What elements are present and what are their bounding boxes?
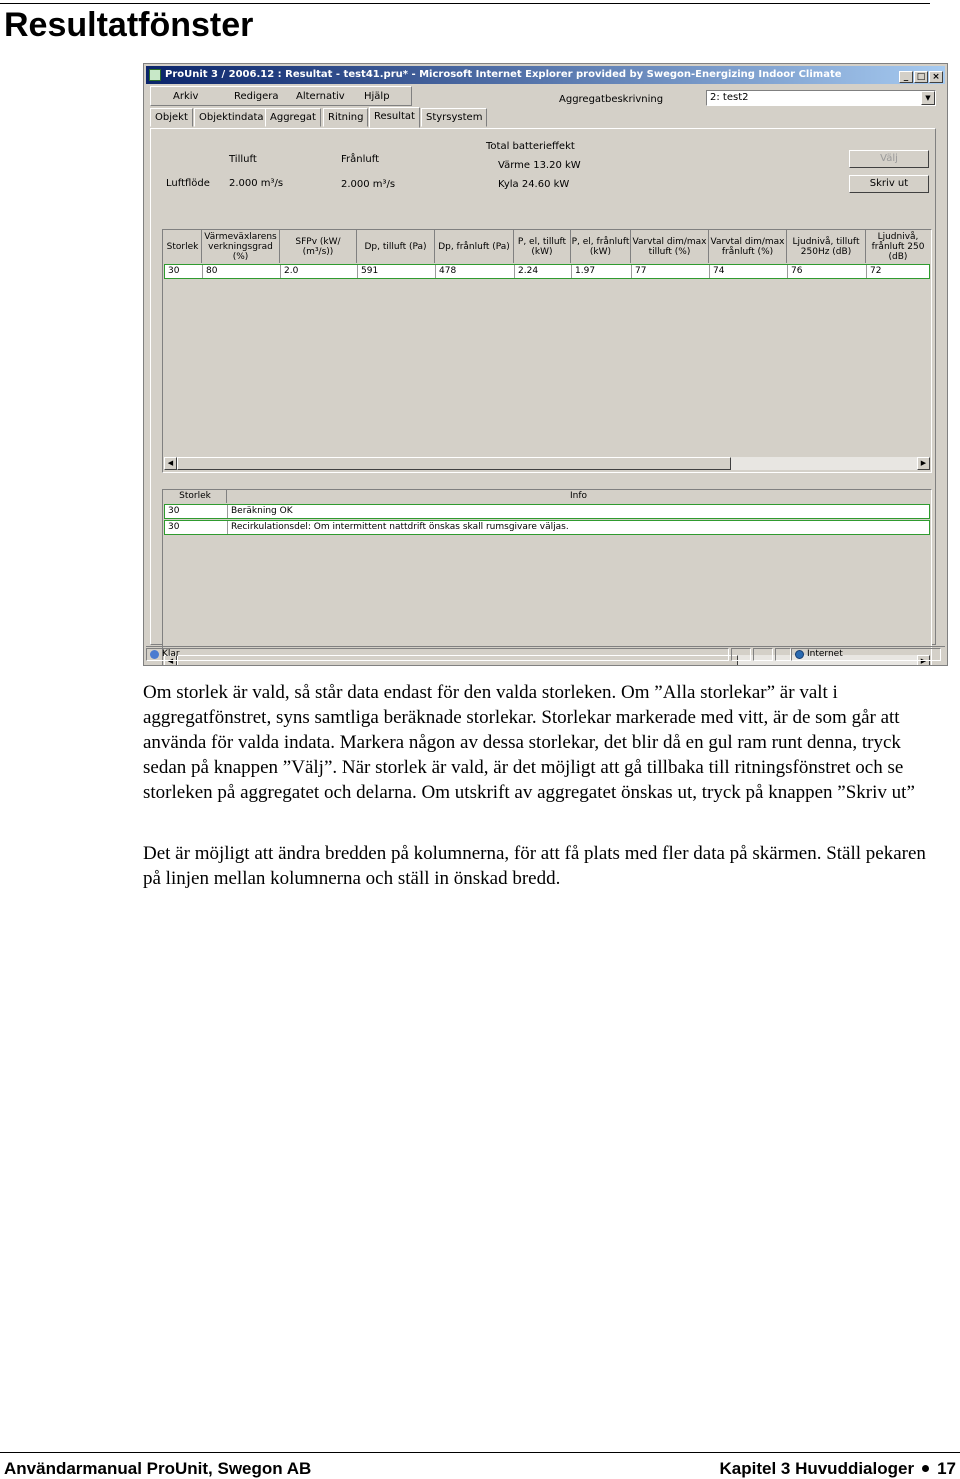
info-grid-header [164,490,930,503]
col-header[interactable]: SFPv (kW/ (m³/s)) [280,230,357,263]
aggregat-select-value: 2: test2 [710,92,749,103]
col-header[interactable]: Varvtal dim/max tilluft (%) [631,230,709,263]
table-row[interactable] [164,520,930,535]
col-header[interactable]: Ljudnivå, tilluft 250Hz (dB) [787,230,866,263]
tab-styrsystem[interactable]: Styrsystem [421,108,487,127]
aggregat-select[interactable] [706,90,936,106]
table-cell: 74 [710,265,788,278]
footer-chapter-title: Kapitel 3 Huvuddialoger [719,1459,915,1478]
footer-manual-title: Användarmanual ProUnit, Swegon AB [4,1459,312,1478]
table-cell: 30 [165,505,228,518]
globe-icon [795,650,804,659]
tab-aggregat[interactable]: Aggregat [265,108,321,127]
info-grid [162,489,932,666]
window-titlebar [146,66,945,84]
minimize-icon[interactable]: _ [899,71,913,83]
status-text: Klar [162,649,180,659]
menu-redigera[interactable]: Redigera [234,91,279,102]
table-cell: 1.97 [572,265,632,278]
tilluft-label: Tilluft [229,154,257,165]
body-paragraph-2: Det är möjligt att ändra bredden på kolumnerna, för att få plats med fler data på skärmen. Ställ pekaren på linjen mellan kolumnerna och ställ in önskad bredd. [143,843,926,889]
col-header[interactable]: Värmeväxlarens verkningsgrad (%) [202,230,280,263]
franluft-value: 2.000 m³/s [341,179,396,190]
scroll-right-icon[interactable]: ▶ [917,655,930,666]
close-icon[interactable]: × [929,71,943,83]
scroll-left-icon[interactable]: ◀ [164,655,177,666]
table-cell: 2.24 [515,265,572,278]
table-cell: 77 [632,265,710,278]
col-header[interactable]: P, el, frånluft (kW) [571,230,631,263]
footer-chapter [719,1459,956,1479]
tab-objektindata[interactable]: Objektindata [194,108,269,127]
col-header[interactable]: Dp, frånluft (Pa) [435,230,514,263]
body-paragraph-1: Om storlek är vald, så står data endast för den valda storleken. Om ”Alla storlekar” är valt i aggregatfönstret, syns samtliga beräknade storlekar. Storlekar markerade med vitt, är de som går att använda för valda indata. Markera någon av dessa storlekar, det blir då en gul ram runt denna, tryck sedan på knappen ”Välj”. När storlek är vald, är det möjligt att gå tillbaka till ritningsfönstret och se storleken på aggregatet och delarna. Om utskrift av aggregatet önskas ut, tryck på knappen ”Skriv ut” [143,682,915,803]
app-icon [149,69,161,81]
table-row[interactable] [164,504,930,519]
tilluft-value: 2.000 m³/s [229,178,284,189]
scroll-right-icon[interactable]: ▶ [917,457,930,470]
table-cell: 591 [358,265,436,278]
tab-resultat[interactable]: Resultat [369,107,420,128]
chevron-down-icon[interactable]: ▼ [921,91,935,105]
table-cell: Recirkulationsdel: Om intermittent nattdrift önskas skall rumsgivare väljas. [231,522,569,532]
screenshot-window [143,63,948,666]
aggregat-label: Aggregatbeskrivning [559,94,664,105]
tab-objekt[interactable]: Objekt [150,108,193,127]
menubar [150,86,412,106]
table-cell: 30 [165,265,203,278]
col-header[interactable]: Storlek [164,490,227,503]
col-header[interactable]: Dp, tilluft (Pa) [357,230,435,263]
result-grid [162,229,932,473]
scroll-thumb[interactable] [177,457,731,470]
scroll-left-icon[interactable]: ◀ [164,457,177,470]
status-cell [775,648,791,661]
col-header[interactable]: Varvtal dim/max frånluft (%) [709,230,787,263]
status-zone: Internet [807,649,843,659]
status-cell [731,648,751,661]
col-header[interactable]: Ljudnivå, frånluft 250 (dB) [871,231,925,262]
statusbar [146,646,945,663]
table-row[interactable] [164,264,930,279]
table-cell: 76 [788,265,867,278]
menu-arkiv[interactable]: Arkiv [173,91,199,102]
luftflode-label: Luftflöde [166,178,210,189]
result-grid-scrollbar[interactable] [164,457,930,470]
table-cell: 72 [870,266,882,276]
page-title: Resultatfönster [4,6,254,44]
footer-rule [0,1452,960,1453]
table-cell: 478 [436,265,515,278]
window-title: ProUnit 3 / 2006.12 : Resultat - test41.pru* - Microsoft Internet Explorer provided by Swegon-Energizing Indoor Climate [165,69,842,80]
table-cell: 2.0 [281,265,358,278]
window-controls [898,68,943,86]
table-cell: 30 [165,521,228,534]
valj-button[interactable]: Välj [849,150,929,168]
menu-hjalp[interactable]: Hjälp [364,91,390,102]
skriv-ut-button[interactable]: Skriv ut [849,175,929,193]
col-header[interactable]: P, el, tilluft (kW) [514,230,571,263]
franluft-label: Frånluft [341,154,379,165]
maximize-icon[interactable]: □ [914,71,928,83]
menu-alternativ[interactable]: Alternativ [296,91,345,102]
status-cell [753,648,773,661]
footer-page-number: 17 [937,1459,956,1478]
varme-value: Värme 13.20 kW [498,160,581,171]
ie-page-icon [150,650,159,659]
batterieffekt-title: Total batterieffekt [486,141,575,152]
status-zone-cell [791,648,941,661]
bullet-icon [922,1465,929,1472]
top-rule [0,3,930,4]
table-cell: 80 [203,265,281,278]
kyla-value: Kyla 24.60 kW [498,179,570,190]
tab-ritning[interactable]: Ritning [323,108,368,127]
table-cell: Beräkning OK [231,506,293,516]
status-text-cell [146,648,729,661]
col-header[interactable]: Storlek [164,230,202,263]
col-header[interactable]: Info [569,491,588,501]
